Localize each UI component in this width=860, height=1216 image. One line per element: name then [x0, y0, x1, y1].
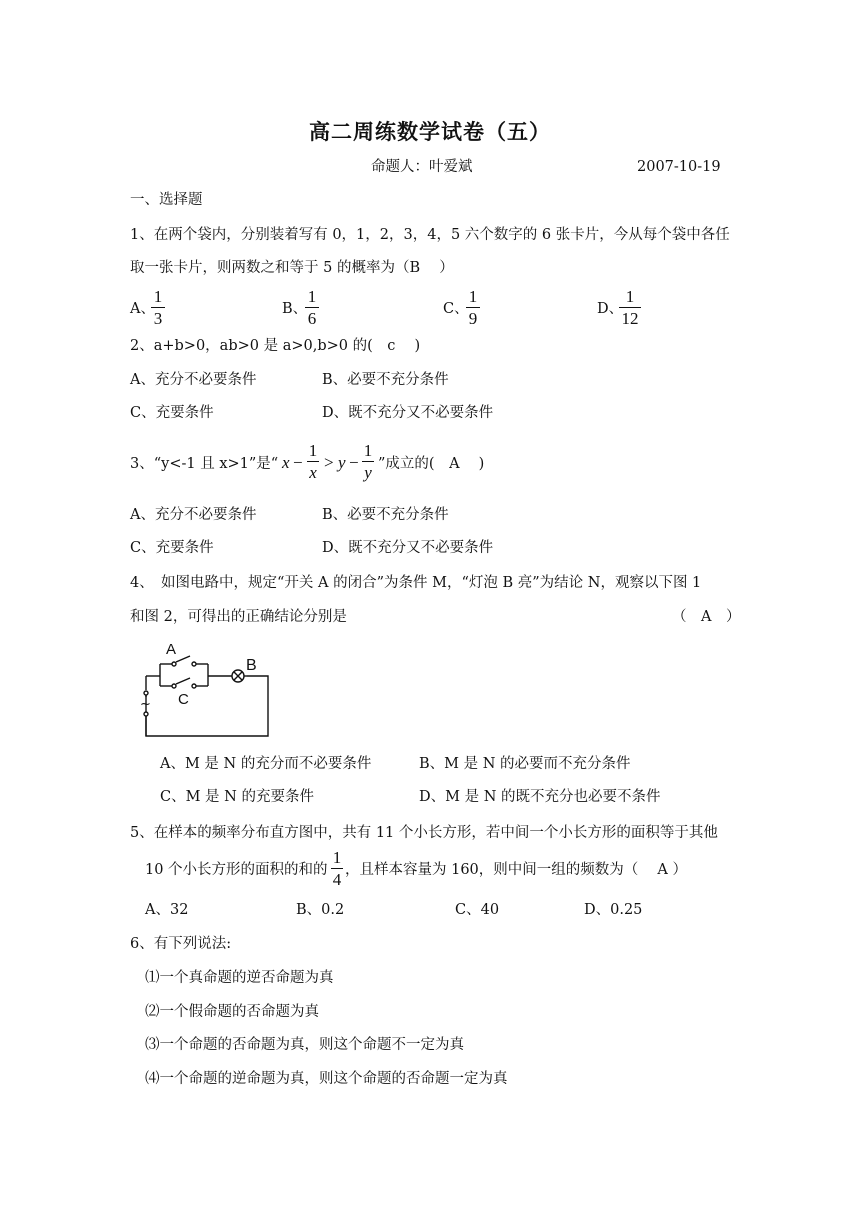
math-variable: y — [338, 453, 346, 472]
fraction: 1 9 — [466, 287, 480, 328]
question-6-stem: 6、有下列说法: — [130, 936, 232, 952]
q3-option-d: D、既不充分又不必要条件 — [322, 540, 494, 556]
question-4-line-2: 和图 2，可得出的正确结论分别是 — [130, 609, 347, 625]
ac-source-label: ~ — [140, 697, 151, 712]
q6-item-1: ⑴一个真命题的逆否命题为真 — [145, 970, 334, 986]
q4-option-b: B、M 是 N 的必要而不充分条件 — [419, 756, 631, 772]
q6-item-3: ⑶一个命题的否命题为真，则这个命题不一定为真 — [145, 1037, 464, 1053]
q4-option-d: D、M 是 N 的既不充分也必要不条件 — [419, 789, 661, 805]
lamp-b-label: B — [246, 657, 257, 674]
question-2-stem: 2、a+b>0，ab>0 是 a>0,b>0 的( c ) — [130, 338, 421, 354]
q2-option-c: C、充要条件 — [130, 405, 214, 421]
q2-option-d: D、既不充分又不必要条件 — [322, 405, 494, 421]
circuit-diagram — [136, 640, 286, 740]
q5-option-c: C、40 — [455, 902, 500, 918]
q5-option-b: B、0.2 — [296, 902, 345, 918]
question-4-line-1: 4、 如图电路中，规定“开关 A 的闭合”为条件 M，“灯泡 B 亮”为结论 N，观察以下图 1 — [130, 575, 702, 591]
math-variable: x — [282, 453, 290, 472]
q4-option-a: A、M 是 N 的充分而不必要条件 — [160, 756, 372, 772]
q2-option-b: B、必要不充分条件 — [322, 372, 449, 388]
q6-item-2: ⑵一个假命题的否命题为真 — [145, 1004, 319, 1020]
q3-option-b: B、必要不充分条件 — [322, 507, 449, 523]
math-operator: − — [293, 453, 303, 472]
q6-item-4: ⑷一个命题的逆命题为真，则这个命题的否命题一定为真 — [145, 1071, 508, 1087]
q4-option-c: C、M 是 N 的充要条件 — [160, 789, 314, 805]
math-operator: − — [349, 453, 359, 472]
fraction: 1 3 — [151, 287, 165, 328]
q2-option-a: A、充分不必要条件 — [130, 372, 257, 388]
q3-option-c: C、充要条件 — [130, 540, 214, 556]
q5-option-d: D、0.25 — [584, 902, 643, 918]
question-4-answer: （ A ） — [672, 609, 741, 625]
question-1-line-1: 1、在两个袋内，分别装着写有 0，1，2，3，4，5 六个数字的 6 张卡片，今从每个袋中各任 — [130, 227, 730, 243]
switch-a-label: A — [166, 641, 177, 658]
question-5-line-1: 5、在样本的频率分布直方图中，共有 11 个小长方形，若中间一个小长方形的面积等于其他 — [130, 825, 718, 841]
author-line: 命题人：叶爱斌 — [371, 159, 473, 175]
fraction: 1 x — [308, 441, 318, 482]
q3-option-a: A、充分不必要条件 — [130, 507, 257, 523]
fraction: 1 6 — [305, 287, 319, 328]
question-1-line-2: 取一张卡片，则两数之和等于 5 的概率为（B ） — [130, 260, 454, 276]
fraction: 1 12 — [619, 287, 641, 328]
fraction: 1 y — [363, 441, 373, 482]
page-title: 高二周练数学试卷（五） — [309, 119, 551, 144]
date-line: 2007-10-19 — [637, 159, 721, 175]
fraction: 1 4 — [332, 848, 342, 889]
section-heading: 一、选择题 — [130, 192, 203, 208]
math-operator: > — [324, 453, 334, 472]
switch-c-label: C — [178, 691, 189, 708]
q5-option-a: A、32 — [145, 902, 189, 918]
